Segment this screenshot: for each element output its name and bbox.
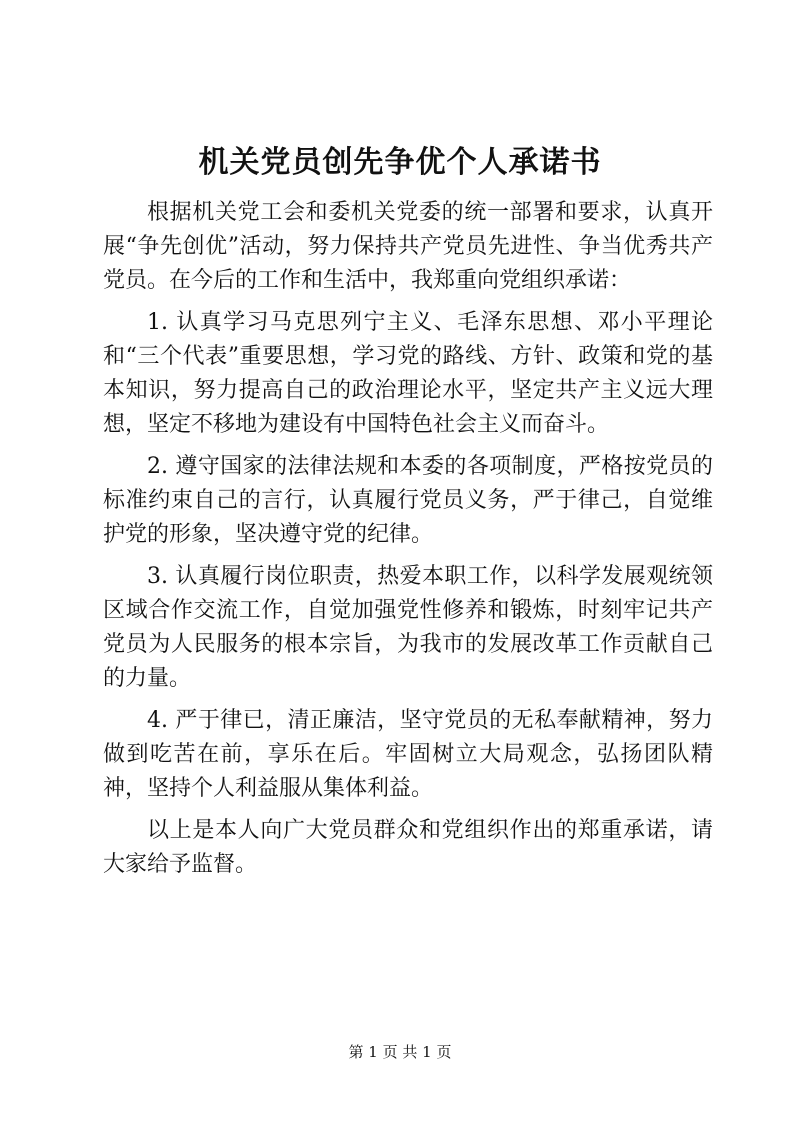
intro-paragraph: 根据机关党工会和委机关党委的统一部署和要求，认真开展“争先创优”活动，努力保持共产党员先进性、争当优秀共产党员。在今后的工作和生活中，我郑重向党组织承诺： [103, 200, 713, 293]
page-number-footer: 第 1 页 共 1 页 [348, 1043, 452, 1061]
commitment-paragraph-2: 2. 遵守国家的法律法规和本委的各项制度，严格按党员的标准约束自己的言行，认真履行党员义务，严于律己，自觉维护党的形象，坚决遵守党的纪律。 [103, 454, 713, 547]
commitment-paragraph-4: 4. 严于律已，清正廉洁，坚守党员的无私奉献精神，努力做到吃苦在前，享乐在后。牢固树立大局观念，弘扬团队精神，坚持个人利益服从集体利益。 [103, 708, 713, 801]
closing-paragraph: 以上是本人向广大党员群众和党组织作出的郑重承诺，请大家给予监督。 [103, 818, 713, 877]
commitment-paragraph-1: 1. 认真学习马克思列宁主义、毛泽东思想、邓小平理论和“三个代表”重要思想，学习党的路线、方针、政策和党的基本知识，努力提高自己的政治理论水平，坚定共产主义远大理想，坚定不移地为建设有中国特色社会主义而奋斗。 [103, 310, 713, 437]
commitment-paragraph-3: 3. 认真履行岗位职责，热爱本职工作，以科学发展观统领区域合作交流工作，自觉加强党性修养和锻炼，时刻牢记共产党员为人民服务的根本宗旨，为我市的发展改革工作贡献自己的力量。 [103, 564, 713, 691]
document-title: 机关党员创先争优个人承诺书 [198, 145, 602, 180]
document-body [103, 196, 713, 882]
